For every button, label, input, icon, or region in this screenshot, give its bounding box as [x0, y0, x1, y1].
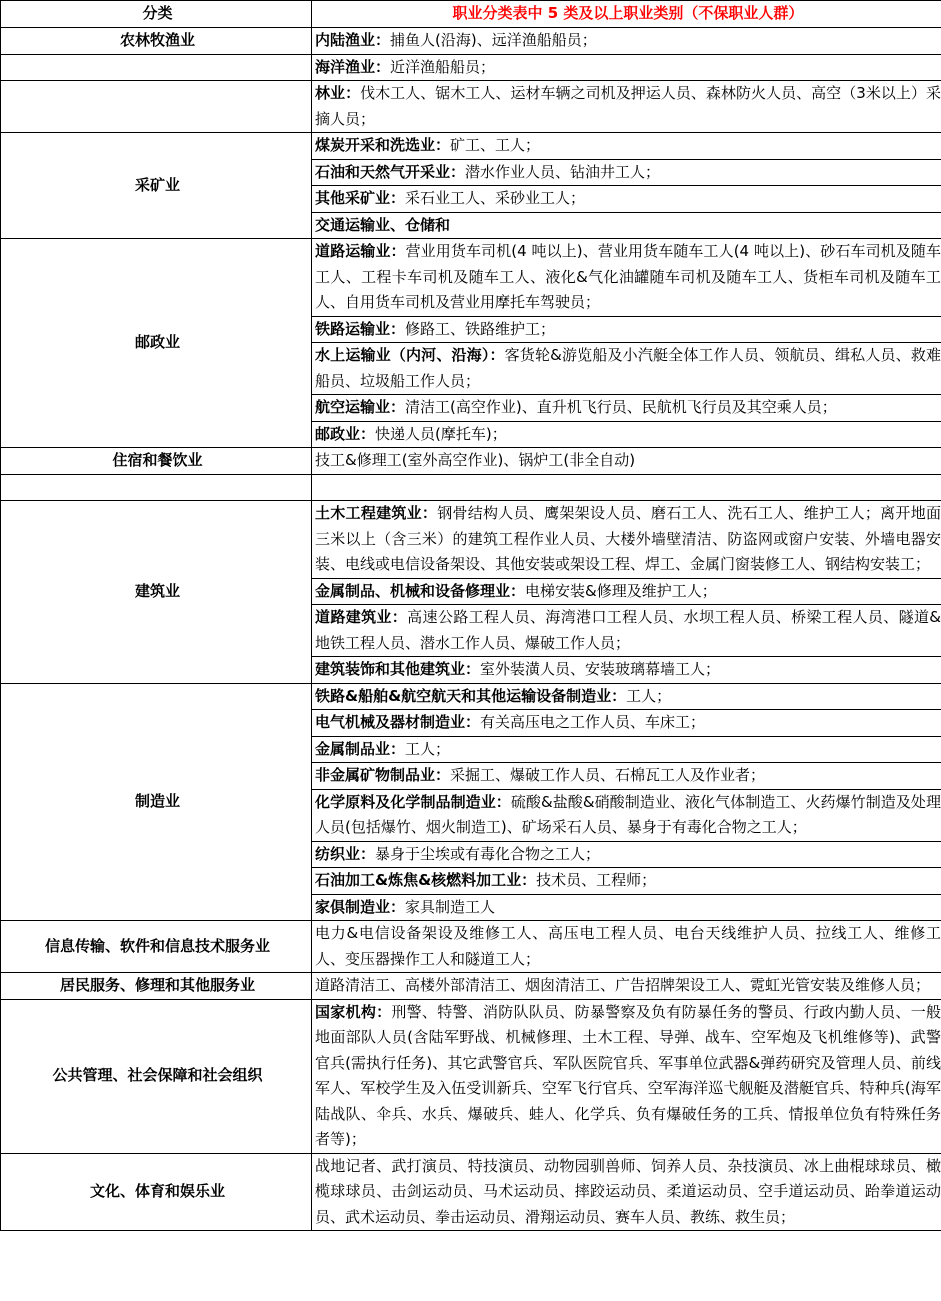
occupation-text: 工人； — [405, 739, 451, 758]
subcategory-label: 道路运输业： — [315, 242, 406, 260]
table-row — [1, 1153, 941, 1231]
occupation-text: 矿工、工人； — [450, 136, 541, 154]
subcategory-label: 土木工程建筑业： — [315, 504, 438, 522]
occupation-text: 刑警、特警、消防队队员、防暴警察及负有防暴任务的警员、行政内勤人员、一般地面部队人员(含陆军野战、机械修理、土木工程、导弹、战车、空军炮及飞机维修等)、武警官兵(需执行任务)、其它武警官兵、军队医院官兵、军事单位武器&弹药研究及管理人员、前线军人、军校学生及入伍受训新兵、空军飞行官兵、空军海洋巡弋舰艇及潜艇官兵、特种兵(海军陆战队、伞兵、水兵、爆破兵、蛙人、化学兵、负有爆破任务的工兵、情报单位负有特殊任务者等)； — [315, 1002, 941, 1148]
occupation-text: 室外装潢人员、安装玻璃幕墙工人； — [480, 660, 721, 678]
subcategory-label: 水上运输业（内河、沿海）： — [315, 346, 505, 364]
subcategory-label: 国家机构： — [315, 1002, 392, 1021]
occupation-cell — [312, 474, 941, 501]
subcategory-label: 纺织业： — [315, 844, 376, 863]
subcategory-label: 航空运输业： — [315, 398, 406, 416]
header-occupations: 职业分类表中 5 类及以上职业类别（不保职业人群） — [312, 1, 941, 28]
category-cell — [1, 474, 312, 501]
occupation-text: 客货轮&游览船及小汽艇全体工作人员、领航员、缉私人员、救难船员、垃圾船工作人员； — [315, 346, 941, 390]
subcategory-label: 海洋渔业： — [315, 57, 391, 76]
category-cell: 信息传输、软件和信息技术服务业 — [1, 921, 312, 973]
occupation-cell — [312, 81, 941, 133]
table-row — [1, 921, 941, 973]
occupation-text: 高速公路工程人员、海湾港口工程人员、水坝工程人员、桥梁工程人员、隧道&地铁工程人员、潜水工作人员、爆破工作人员； — [315, 608, 941, 652]
occupation-cell — [312, 578, 941, 605]
occupation-cell — [312, 212, 941, 239]
subcategory-label: 金属制品、机械和设备修理业： — [315, 581, 526, 600]
category-cell: 文化、体育和娱乐业 — [1, 1153, 312, 1231]
occupation-text: 有关高压电之工作人员、车床工； — [480, 713, 706, 731]
subcategory-label: 林业： — [315, 84, 361, 102]
occupation-cell — [312, 605, 941, 657]
occupation-text: 暴身于尘埃或有毒化合物之工人； — [375, 844, 601, 863]
occupation-cell — [312, 973, 941, 1000]
category-cell: 公共管理、社会保障和社会组织 — [1, 999, 312, 1153]
occupation-cell — [312, 316, 941, 343]
occupation-cell — [312, 186, 941, 213]
category-cell: 采矿业 — [1, 133, 312, 239]
occupation-text: 技术员、工程师； — [536, 871, 657, 889]
subcategory-label: 建筑装饰和其他建筑业： — [315, 660, 481, 678]
table-row — [1, 501, 941, 579]
table-row — [1, 999, 941, 1153]
occupation-text: 电力&电信设备架设及维修工人、高压电工程人员、电台天线维护人员、拉线工人、维修工人、变压器操作工人和隧道工人； — [315, 924, 941, 968]
category-cell: 农林牧渔业 — [1, 28, 312, 55]
occupation-text: 捕鱼人(沿海)、远洋渔船船员； — [390, 31, 597, 49]
occupation-cell — [312, 159, 941, 186]
header-category: 分类 — [1, 1, 312, 28]
occupation-text: 硫酸&盐酸&硝酸制造业、液化气体制造工、火药爆竹制造及处理人员(包括爆竹、烟火制造工)、矿场采石人员、暴身于有毒化合物之工人； — [315, 792, 941, 836]
occupation-text: 伐木工人、锯木工人、运材车辆之司机及押运人员、森林防火人员、高空（3米以上）采摘人员； — [315, 84, 941, 128]
table-row — [1, 133, 941, 160]
occupation-cell — [312, 133, 941, 160]
table-row — [1, 28, 941, 55]
occupation-cell — [312, 239, 941, 317]
occupation-cell — [312, 448, 941, 475]
occupation-text: 家具制造工人 — [405, 897, 496, 916]
category-cell: 邮政业 — [1, 239, 312, 448]
occupation-text: 快递人员(摩托车)； — [375, 424, 507, 443]
occupation-cell — [312, 868, 941, 895]
subcategory-label: 化学原料及化学制品制造业： — [315, 792, 511, 811]
occupation-cell — [312, 921, 941, 973]
category-cell — [1, 81, 312, 133]
occupation-cell — [312, 343, 941, 395]
category-cell: 住宿和餐饮业 — [1, 448, 312, 475]
subcategory-label: 电气机械及器材制造业： — [315, 713, 481, 731]
subcategory-label: 交通运输业、仓储和 — [315, 215, 451, 234]
subcategory-label: 煤炭开采和洗选业： — [315, 136, 451, 154]
occupation-text: 清洁工(高空作业)、直升机飞行员、民航机飞行员及其空乘人员； — [405, 398, 837, 416]
occupation-text: 近洋渔船船员； — [390, 57, 496, 76]
occupation-text: 道路清洁工、高楼外部清洁工、烟囱清洁工、广告招牌架设工人、霓虹光管安装及维修人员； — [315, 976, 931, 994]
category-cell: 建筑业 — [1, 501, 312, 684]
occupation-cell — [312, 1153, 941, 1231]
occupation-text: 战地记者、武打演员、特技演员、动物园驯兽师、饲养人员、杂技演员、冰上曲棍球球员、橄榄球球员、击剑运动员、马术运动员、摔跤运动员、柔道运动员、空手道运动员、跆拳道运动员、武术运动员、拳击运动员、滑翔运动员、赛车人员、教练、救生员； — [315, 1156, 941, 1226]
subcategory-label: 铁路&船舶&航空航天和其他运输设备制造业： — [315, 686, 627, 705]
occupation-text: 潜水作业人员、钻油井工人； — [465, 162, 661, 181]
subcategory-label: 金属制品业： — [315, 739, 406, 758]
occupation-text: 采石业工人、采砂业工人； — [405, 189, 586, 207]
occupation-text: 工人； — [626, 686, 672, 705]
category-cell — [1, 54, 312, 81]
occupation-cell — [312, 999, 941, 1153]
occupation-cell — [312, 683, 941, 710]
occupation-text: 营业用货车司机(4 吨以上)、营业用货车随车工人(4 吨以上)、砂石车司机及随车工人、工程卡车司机及随车工人、液化&气化油罐随车司机及随车工人、货柜车司机及随车工人、自用货车司机及营业用摩托车驾驶员； — [315, 242, 941, 311]
subcategory-label: 铁路运输业： — [315, 319, 406, 338]
table-row — [1, 448, 941, 475]
subcategory-label: 道路建筑业： — [315, 608, 408, 626]
occupation-cell — [312, 894, 941, 921]
occupation-cell — [312, 501, 941, 579]
category-cell: 制造业 — [1, 683, 312, 921]
occupation-cell — [312, 28, 941, 55]
subcategory-label: 邮政业： — [315, 424, 376, 443]
subcategory-label: 内陆渔业： — [315, 31, 391, 49]
occupation-cell — [312, 657, 941, 684]
occupation-cell — [312, 763, 941, 790]
occupation-cell — [312, 736, 941, 763]
occupation-text: 电梯安装&修理及维护工人； — [525, 581, 717, 600]
category-cell: 居民服务、修理和其他服务业 — [1, 973, 312, 1000]
table-row — [1, 683, 941, 710]
occupation-text: 技工&修理工(室外高空作业)、锅炉工(非全自动) — [315, 451, 636, 469]
subcategory-label: 石油加工&炼焦&核燃料加工业： — [315, 871, 537, 889]
subcategory-label: 家俱制造业： — [315, 897, 406, 916]
table-row — [1, 81, 941, 133]
occupation-cell — [312, 395, 941, 422]
occupation-cell — [312, 54, 941, 81]
occupation-cell — [312, 421, 941, 448]
table-row — [1, 239, 941, 317]
subcategory-label: 非金属矿物制品业： — [315, 766, 451, 784]
occupation-cell — [312, 841, 941, 868]
header-row — [1, 1, 941, 28]
occupation-text: 采掘工、爆破工作人员、石棉瓦工人及作业者； — [450, 766, 766, 784]
subcategory-label: 其他采矿业： — [315, 189, 406, 207]
occupation-text: 修路工、铁路维护工； — [405, 319, 556, 338]
occupation-text: 钢骨结构人员、鹰架架设人员、磨石工人、洗石工人、维护工人；离开地面三米以上（含三米）的建筑工程作业人员、大楼外墙壁清洁、防盗网或窗户安装、外墙电器安装、电线或电信设备架设、其他安装或架设工程、焊工、金属门窗装修工人、钢结构安装工； — [315, 504, 941, 573]
occupation-cell — [312, 789, 941, 841]
table-row — [1, 973, 941, 1000]
table-row — [1, 54, 941, 81]
table-row-empty — [1, 474, 941, 501]
subcategory-label: 石油和天然气开采业： — [315, 162, 466, 181]
occupation-cell — [312, 710, 941, 737]
